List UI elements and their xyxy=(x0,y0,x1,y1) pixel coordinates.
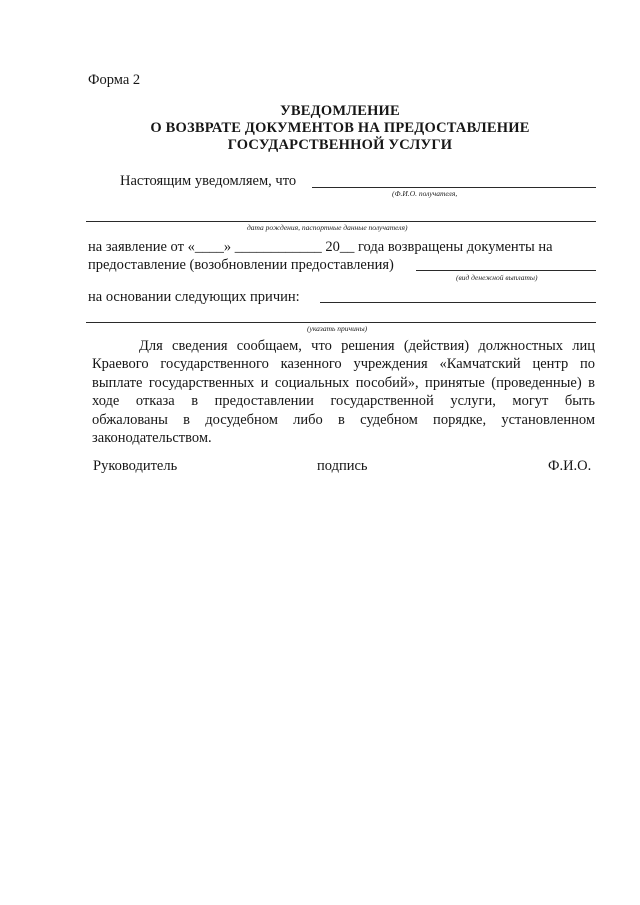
info-paragraph xyxy=(92,337,595,447)
recipient-name-caption: (Ф.И.О. получателя, xyxy=(392,189,458,198)
reasons-line-1 xyxy=(320,302,596,303)
reasons-line-2 xyxy=(86,322,596,323)
application-line-1: на заявление от «____» ____________ 20__ года возвращены документы на xyxy=(88,239,553,255)
reasons-caption: (указать причины) xyxy=(307,324,368,333)
paragraph-line: обжалованы в досудебном либо в судебном порядке, установленном xyxy=(92,411,595,428)
birth-passport-line xyxy=(86,221,596,222)
notify-text: Настоящим уведомляем, что xyxy=(120,173,297,189)
reasons-text: на основании следующих причин: xyxy=(88,289,300,305)
signature-fio-label: Ф.И.О. xyxy=(548,458,592,474)
application-line-2: предоставление (возобновлении предоставления) xyxy=(88,257,394,273)
form-number: Форма 2 xyxy=(88,72,141,88)
payment-type-caption: (вид денежной выплаты) xyxy=(456,273,538,282)
document-title-line-2: О ВОЗВРАТЕ ДОКУМЕНТОВ НА ПРЕДОСТАВЛЕНИЕ xyxy=(150,120,530,136)
document-title: УВЕДОМЛЕНИЕ xyxy=(280,103,400,119)
birth-passport-caption: дата рождения, паспортные данные получателя) xyxy=(247,223,408,232)
paragraph-line: законодательством. xyxy=(92,429,212,446)
signature-head-label: Руководитель xyxy=(93,458,178,474)
signature-sign-label: подпись xyxy=(317,458,368,474)
paragraph-line: ходе отказа в предоставлении государственной услуги, могут быть xyxy=(92,393,595,410)
paragraph-line: Краевого государственного казенного учреждения «Камчатский центр по xyxy=(92,356,595,373)
paragraph-line: Для сведения сообщаем, что решения (действия) должностных лиц xyxy=(139,338,595,354)
paragraph-line: выплате государственных и социальных пособий», принятые (проведенные) в xyxy=(92,374,595,391)
recipient-name-line xyxy=(312,187,596,188)
payment-type-line xyxy=(416,270,596,271)
document-title-line-3: ГОСУДАРСТВЕННОЙ УСЛУГИ xyxy=(227,137,453,153)
